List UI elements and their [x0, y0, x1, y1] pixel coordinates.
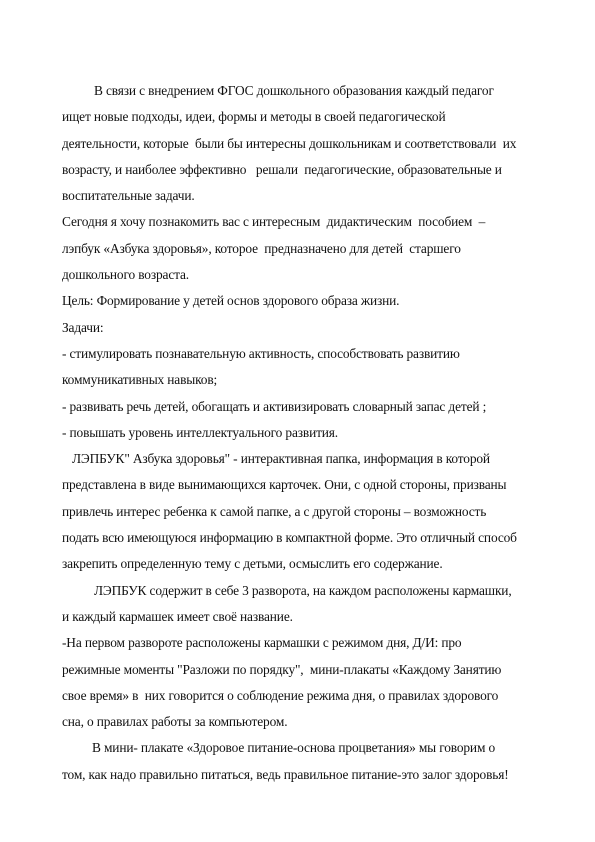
paragraph-line: сна, о правилах работы за компьютером. [62, 714, 288, 730]
paragraph-line: ЛЭПБУК содержит в себе 3 разворота, на каждом расположены кармашки, [94, 582, 512, 598]
paragraph-line: деятельности, которые были бы интересны дошкольникам и соответствовали их [62, 135, 517, 151]
paragraph-line: ищет новые подходы, идеи, формы и методы в своей педагогической [62, 109, 446, 125]
paragraph-line: Сегодня я хочу познакомить вас с интересным дидактическим пособием – [62, 214, 486, 230]
paragraph-line: подать всю имеющуюся информацию в компактной форме. Это отличный способ [62, 530, 517, 546]
paragraph-line: лэпбук «Азбука здоровья», которое предназначено для детей старшего [62, 240, 461, 256]
paragraph-line: дошкольного возраста. [62, 267, 189, 283]
paragraph-line: закрепить определенную тему с детьми, осмыслить его содержание. [62, 556, 443, 572]
paragraph-line: представлена в виде вынимающихся карточек. Они, с одной стороны, призваны [62, 477, 507, 493]
paragraph-line: воспитательные задачи. [62, 188, 195, 204]
paragraph-line: ЛЭПБУК" Азбука здоровья" - интерактивная папка, информация в которой [72, 451, 490, 467]
tasks-heading: Задачи: [62, 319, 104, 335]
paragraph-line: возрасту, и наиболее эффективно решали педагогические, образовательные и [62, 161, 502, 177]
task-item: - стимулировать познавательную активность, способствовать развитию [62, 345, 460, 361]
paragraph-line: и каждый кармашек имеет своё название. [62, 608, 293, 624]
paragraph-line: свое время» в них говорится о соблюдение режима дня, о правилах здорового [62, 687, 499, 703]
paragraph-line: том, как надо правильно питаться, ведь правильное питание-это залог здоровья! [62, 766, 509, 782]
paragraph-line: В мини- плакате «Здоровое питание-основа процветания» мы говорим о [92, 740, 496, 756]
paragraph-line: режимные моменты "Разложи по порядку", мини-плакаты «Каждому Занятию [62, 661, 502, 677]
task-item: коммуникативных навыков; [62, 372, 218, 388]
paragraph-line: привлечь интерес ребенка к самой папке, а с другой стороны – возможность [62, 503, 487, 519]
task-item: - развивать речь детей, обогащать и активизировать словарный запас детей ; [62, 398, 487, 414]
document-body [62, 78, 552, 788]
task-item: - повышать уровень интеллектуального развития. [62, 424, 339, 440]
paragraph-line: В связи с внедрением ФГОС дошкольного образования каждый педагог [94, 83, 494, 98]
goal-line: Цель: Формирование у детей основ здорового образа жизни. [62, 293, 400, 309]
paragraph-line: -На первом развороте расположены кармашки с режимом дня, Д/И: про [62, 635, 462, 651]
